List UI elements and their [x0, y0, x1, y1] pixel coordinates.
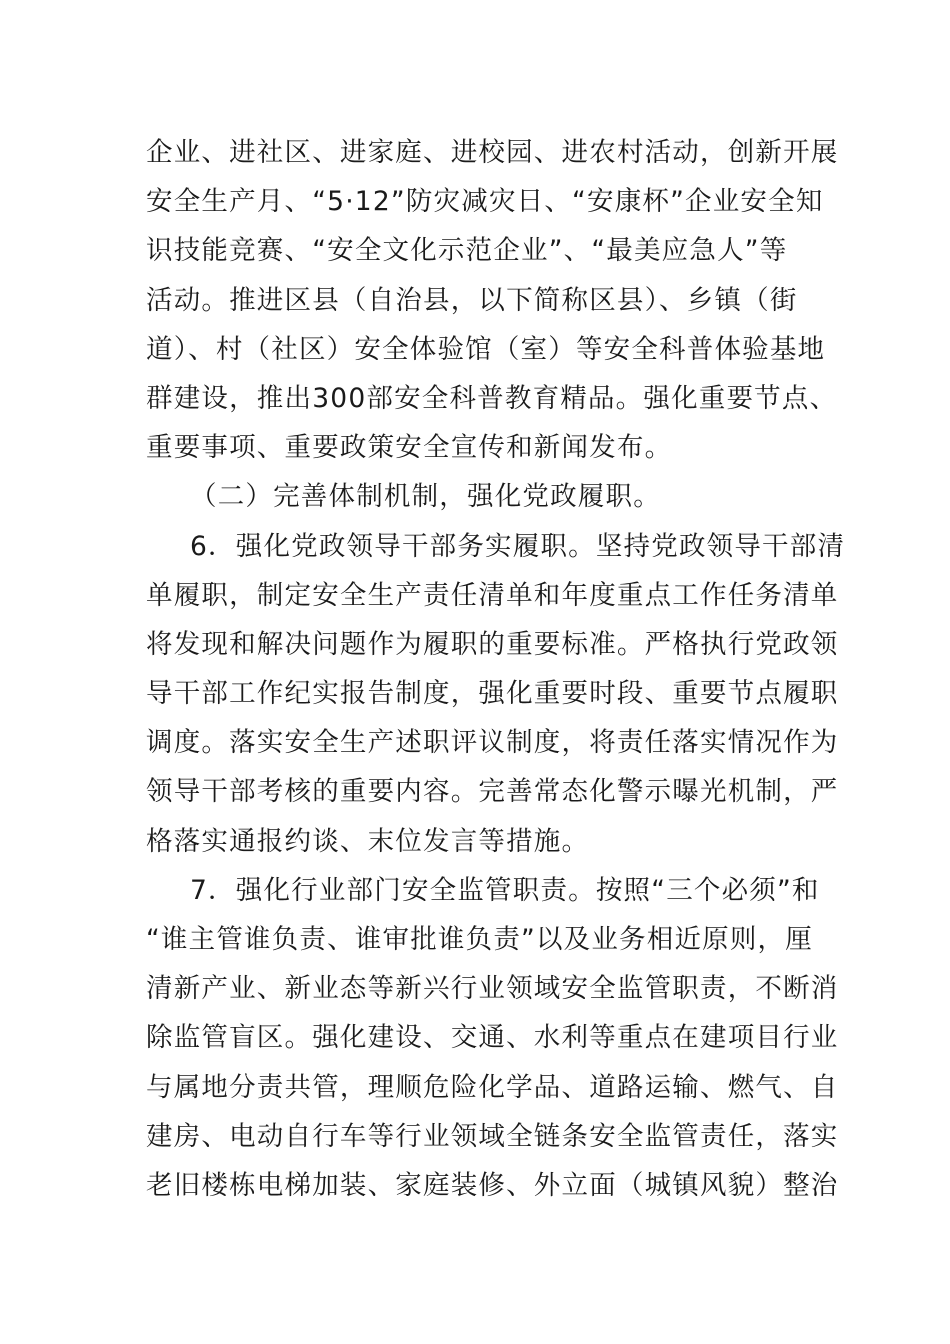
text-line: 除监管盲区。强化建设、交通、水利等重点在建项目行业	[146, 1022, 839, 1054]
text-line: 导干部工作纪实报告制度，强化重要时段、重要节点履职	[146, 678, 839, 710]
text-line: 识技能竞赛、“安全文化示范企业”、“最美应急人”等	[146, 235, 788, 267]
text-line: 道）、村（社区）安全体验馆（室）等安全科普体验基地	[146, 333, 826, 365]
paragraph-start: 6．强化党政领导干部务实履职。坚持党政领导干部清	[190, 530, 846, 562]
text-line: 重要事项、重要政策安全宣传和新闻发布。	[146, 432, 673, 464]
text-line: 活动。推进区县（自治县，以下简称区县）、乡镇（街	[146, 284, 798, 316]
text-line: 建房、电动自行车等行业领域全链条安全监管责任，落实	[146, 1120, 839, 1152]
text-line: 企业、进社区、进家庭、进校园、进农村活动，创新开展	[146, 137, 839, 168]
text-line: 单履职，制定安全生产责任清单和年度重点工作任务清单	[146, 579, 839, 611]
text-line: 老旧楼栋电梯加装、家庭装修、外立面（城镇风貌）整治	[146, 1169, 839, 1201]
text-line: “谁主管谁负责、谁审批谁负责”以及业务相近原则，厘	[146, 924, 813, 955]
text-line: 格落实通报约谈、末位发言等措施。	[146, 825, 590, 857]
text-line: 调度。落实安全生产述职评议制度，将责任落实情况作为	[146, 727, 839, 759]
document-body	[146, 128, 846, 1210]
text-line: 将发现和解决问题作为履职的重要标准。严格执行党政领	[146, 628, 839, 660]
section-heading: （二）完善体制机制，强化党政履职。	[190, 481, 661, 513]
text-line: 领导干部考核的重要内容。完善常态化警示曝光机制，严	[146, 776, 839, 808]
text-line: 群建设，推出300部安全科普教育精品。强化重要节点、	[146, 382, 838, 414]
text-line: 安全生产月、“5·12”防灾减灾日、“安康杯”企业安全知	[146, 186, 824, 218]
text-line: 清新产业、新业态等新兴行业领域安全监管职责，不断消	[146, 973, 839, 1005]
paragraph-start: 7．强化行业部门安全监管职责。按照“三个必须”和	[190, 874, 820, 906]
text-line: 与属地分责共管，理顺危险化学品、道路运输、燃气、自	[146, 1071, 839, 1103]
